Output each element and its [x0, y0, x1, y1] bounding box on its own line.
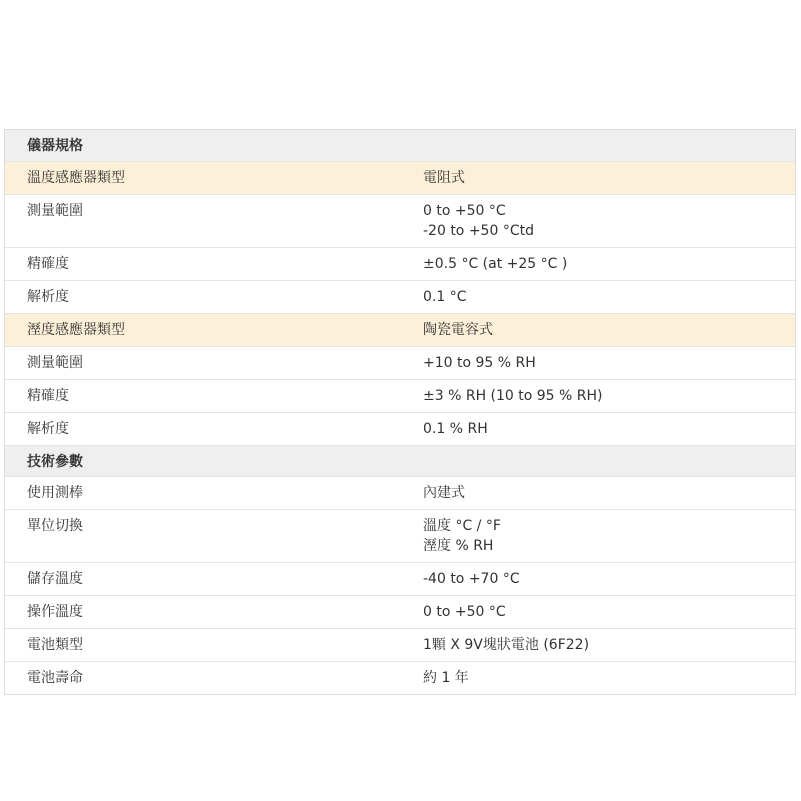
spec-value-line: 0 to +50 °C — [423, 604, 506, 620]
spec-value — [401, 380, 795, 412]
section-header — [5, 445, 795, 476]
spec-value — [401, 248, 795, 280]
section-title: 技術參數 — [27, 454, 83, 470]
spec-label: 解析度 — [27, 289, 69, 305]
table-row — [5, 628, 795, 661]
spec-table — [4, 129, 796, 695]
spec-label: 解析度 — [27, 421, 69, 437]
spec-label: 測量範圍 — [27, 355, 83, 371]
table-row — [5, 194, 795, 247]
spec-label: 溼度感應器類型 — [27, 322, 125, 338]
spec-label: 操作溫度 — [27, 604, 83, 620]
table-row — [5, 476, 795, 509]
spec-value-line: 溼度 % RH — [423, 538, 494, 554]
spec-value-line: 陶瓷電容式 — [423, 322, 493, 338]
table-row — [5, 661, 795, 694]
table-row — [5, 509, 795, 562]
spec-value-line: 溫度 °C / °F — [423, 518, 501, 534]
table-row — [5, 562, 795, 595]
spec-value-line: 電阻式 — [423, 170, 465, 186]
spec-value — [401, 314, 795, 346]
spec-value-line: 0.1 °C — [423, 289, 467, 305]
spec-value — [401, 347, 795, 379]
spec-value — [401, 162, 795, 194]
spec-value — [401, 477, 795, 509]
spec-value — [401, 195, 795, 247]
section-spacer — [401, 446, 795, 476]
spec-label: 電池壽命 — [27, 670, 83, 686]
table-row — [5, 412, 795, 445]
section-spacer — [401, 130, 795, 161]
table-row — [5, 346, 795, 379]
spec-value — [401, 563, 795, 595]
spec-value-line: 1顆 X 9V塊狀電池 (6F22) — [423, 637, 590, 653]
spec-value — [401, 413, 795, 445]
spec-value — [401, 596, 795, 628]
spec-value-line: ±0.5 °C (at +25 °C ) — [423, 256, 568, 272]
table-row — [5, 379, 795, 412]
table-row — [5, 595, 795, 628]
spec-value-line: 0 to +50 °C — [423, 203, 506, 219]
spec-value-line: 約 1 年 — [423, 670, 469, 686]
spec-label: 精確度 — [27, 256, 69, 272]
spec-value — [401, 629, 795, 661]
table-row — [5, 247, 795, 280]
table-row — [5, 161, 795, 194]
spec-label: 儲存溫度 — [27, 571, 83, 587]
spec-label: 溫度感應器類型 — [27, 170, 125, 186]
spec-label: 精確度 — [27, 388, 69, 404]
spec-label: 電池類型 — [27, 637, 83, 653]
spec-value-line: +10 to 95 % RH — [423, 355, 536, 371]
spec-value-line: ±3 % RH (10 to 95 % RH) — [423, 388, 603, 404]
spec-value — [401, 281, 795, 313]
section-header — [5, 130, 795, 161]
table-row — [5, 280, 795, 313]
spec-value-line: -20 to +50 °Ctd — [423, 223, 534, 239]
section-title: 儀器規格 — [27, 138, 83, 154]
table-row — [5, 313, 795, 346]
spec-value-line: 0.1 % RH — [423, 421, 488, 437]
spec-label: 測量範圍 — [27, 203, 83, 219]
spec-value — [401, 662, 795, 694]
spec-value — [401, 510, 795, 562]
spec-value-line: 內建式 — [423, 485, 465, 501]
spec-label: 使用測棒 — [27, 485, 83, 501]
spec-value-line: -40 to +70 °C — [423, 571, 520, 587]
spec-label: 單位切換 — [27, 518, 83, 534]
